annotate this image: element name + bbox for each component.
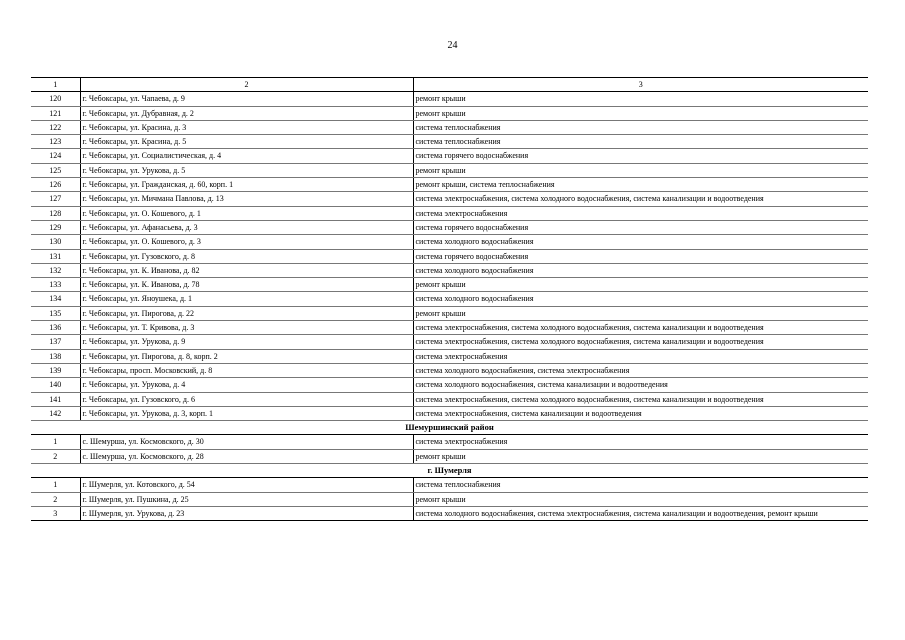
- row-number: 2: [31, 449, 80, 463]
- table-row: [31, 349, 868, 363]
- row-number: 136: [31, 321, 80, 335]
- row-number: 1: [31, 435, 80, 449]
- row-work-type: ремонт крыши: [413, 492, 868, 506]
- row-number: 132: [31, 263, 80, 277]
- row-work-type: ремонт крыши: [413, 306, 868, 320]
- row-address: г. Чебоксары, ул. Урукова, д. 4: [80, 378, 413, 392]
- row-address: г. Чебоксары, ул. Урукова, д. 9: [80, 335, 413, 349]
- row-work-type: ремонт крыши: [413, 278, 868, 292]
- table-row: [31, 435, 868, 449]
- table-row: [31, 306, 868, 320]
- row-work-type: ремонт крыши: [413, 92, 868, 106]
- row-number: 3: [31, 506, 80, 520]
- row-address: г. Чебоксары, ул. Социалистическая, д. 4: [80, 149, 413, 163]
- table-row: [31, 278, 868, 292]
- table-row: [31, 478, 868, 492]
- row-address: г. Чебоксары, ул. К. Иванова, д. 78: [80, 278, 413, 292]
- table-row: [31, 163, 868, 177]
- row-number: 121: [31, 106, 80, 120]
- row-number: 137: [31, 335, 80, 349]
- row-address: г. Чебоксары, ул. Пирогова, д. 22: [80, 306, 413, 320]
- row-address: г. Чебоксары, ул. О. Кошевого, д. 1: [80, 206, 413, 220]
- table-row: [31, 292, 868, 306]
- row-number: 141: [31, 392, 80, 406]
- table-row: [31, 149, 868, 163]
- row-work-type: система холодного водоснабжения: [413, 292, 868, 306]
- row-work-type: система электроснабжения: [413, 435, 868, 449]
- row-address: г. Чебоксары, ул. Урукова, д. 5: [80, 163, 413, 177]
- row-work-type: система электроснабжения, система холодного водоснабжения, система канализации и водоотведения: [413, 321, 868, 335]
- row-address: г. Чебоксары, ул. Красина, д. 5: [80, 135, 413, 149]
- section-header-row: [31, 464, 868, 478]
- table-row: [31, 392, 868, 406]
- row-work-type: ремонт крыши: [413, 163, 868, 177]
- table-row: [31, 178, 868, 192]
- row-address: г. Чебоксары, ул. Мичмана Павлова, д. 13: [80, 192, 413, 206]
- row-work-type: ремонт крыши: [413, 106, 868, 120]
- row-address: г. Чебоксары, ул. Т. Кривова, д. 3: [80, 321, 413, 335]
- row-address: г. Шумерля, ул. Котовского, д. 54: [80, 478, 413, 492]
- table-row: [31, 120, 868, 134]
- row-number: 122: [31, 120, 80, 134]
- row-work-type: система холодного водоснабжения: [413, 235, 868, 249]
- row-number: 1: [31, 478, 80, 492]
- row-work-type: система теплоснабжения: [413, 478, 868, 492]
- table-row: [31, 363, 868, 377]
- row-address: с. Шемурша, ул. Космовского, д. 30: [80, 435, 413, 449]
- row-address: г. Чебоксары, ул. Гузовского, д. 6: [80, 392, 413, 406]
- row-number: 126: [31, 178, 80, 192]
- row-address: г. Чебоксары, ул. Красина, д. 3: [80, 120, 413, 134]
- section-title: Шемуршинский район: [31, 421, 868, 435]
- row-address: г. Чебоксары, ул. Чапаева, д. 9: [80, 92, 413, 106]
- row-work-type: система теплоснабжения: [413, 135, 868, 149]
- row-work-type: система холодного водоснабжения: [413, 263, 868, 277]
- table-row: [31, 506, 868, 520]
- row-work-type: система электроснабжения, система канализации и водоотведения: [413, 406, 868, 420]
- row-number: 134: [31, 292, 80, 306]
- row-address: г. Чебоксары, ул. К. Иванова, д. 82: [80, 263, 413, 277]
- table-row: [31, 220, 868, 234]
- row-address: г. Чебоксары, ул. Яноушека, д. 1: [80, 292, 413, 306]
- table-row: [31, 321, 868, 335]
- row-number: 127: [31, 192, 80, 206]
- row-address: г. Чебоксары, ул. Пирогова, д. 8, корп. 2: [80, 349, 413, 363]
- row-number: 2: [31, 492, 80, 506]
- row-work-type: ремонт крыши: [413, 449, 868, 463]
- row-address: г. Шумерля, ул. Пушкина, д. 25: [80, 492, 413, 506]
- table-row: [31, 492, 868, 506]
- table-row: [31, 135, 868, 149]
- row-address: г. Чебоксары, ул. Урукова, д. 3, корп. 1: [80, 406, 413, 420]
- row-work-type: система электроснабжения, система холодного водоснабжения, система канализации и водоотведения: [413, 335, 868, 349]
- row-address: с. Шемурша, ул. Космовского, д. 28: [80, 449, 413, 463]
- row-work-type: система горячего водоснабжения: [413, 220, 868, 234]
- table-row: [31, 335, 868, 349]
- table-row: [31, 192, 868, 206]
- row-number: 124: [31, 149, 80, 163]
- row-work-type: система холодного водоснабжения, система канализации и водоотведения: [413, 378, 868, 392]
- row-address: г. Чебоксары, ул. Гузовского, д. 8: [80, 249, 413, 263]
- section-header-row: [31, 421, 868, 435]
- row-number: 133: [31, 278, 80, 292]
- row-number: 142: [31, 406, 80, 420]
- row-number: 129: [31, 220, 80, 234]
- table-row: [31, 449, 868, 463]
- table-row: [31, 249, 868, 263]
- row-work-type: система холодного водоснабжения, система электроснабжения, система канализации и водоотведения, ремонт крыши: [413, 506, 868, 520]
- row-work-type: система электроснабжения, система холодного водоснабжения, система канализации и водоотведения: [413, 392, 868, 406]
- row-work-type: система электроснабжения: [413, 206, 868, 220]
- row-number: 130: [31, 235, 80, 249]
- row-address: г. Чебоксары, просп. Московский, д. 8: [80, 363, 413, 377]
- row-work-type: система горячего водоснабжения: [413, 149, 868, 163]
- section-title: г. Шумерля: [31, 464, 868, 478]
- table-row: [31, 206, 868, 220]
- row-address: г. Чебоксары, ул. Афанасьева, д. 3: [80, 220, 413, 234]
- row-number: 140: [31, 378, 80, 392]
- row-work-type: система электроснабжения: [413, 349, 868, 363]
- column-number-2: 2: [80, 78, 413, 92]
- row-work-type: ремонт крыши, система теплоснабжения: [413, 178, 868, 192]
- table-row: [31, 106, 868, 120]
- column-number-3: 3: [413, 78, 868, 92]
- page-number: 24: [447, 40, 458, 51]
- row-address: г. Чебоксары, ул. Гражданская, д. 60, корп. 1: [80, 178, 413, 192]
- repair-registry-table: [31, 77, 868, 521]
- row-number: 128: [31, 206, 80, 220]
- row-address: г. Чебоксары, ул. О. Кошевого, д. 3: [80, 235, 413, 249]
- row-work-type: система электроснабжения, система холодного водоснабжения, система канализации и водоотведения: [413, 192, 868, 206]
- row-work-type: система холодного водоснабжения, система электроснабжения: [413, 363, 868, 377]
- column-number-row: [31, 78, 868, 92]
- row-number: 138: [31, 349, 80, 363]
- row-number: 135: [31, 306, 80, 320]
- table-row: [31, 406, 868, 420]
- row-work-type: система теплоснабжения: [413, 120, 868, 134]
- table-row: [31, 263, 868, 277]
- table-row: [31, 235, 868, 249]
- row-work-type: система горячего водоснабжения: [413, 249, 868, 263]
- row-number: 120: [31, 92, 80, 106]
- row-number: 131: [31, 249, 80, 263]
- column-number-1: 1: [31, 78, 80, 92]
- row-number: 123: [31, 135, 80, 149]
- row-number: 139: [31, 363, 80, 377]
- row-number: 125: [31, 163, 80, 177]
- table-row: [31, 92, 868, 106]
- row-address: г. Чебоксары, ул. Дубравная, д. 2: [80, 106, 413, 120]
- table-row: [31, 378, 868, 392]
- row-address: г. Шумерля, ул. Урукова, д. 23: [80, 506, 413, 520]
